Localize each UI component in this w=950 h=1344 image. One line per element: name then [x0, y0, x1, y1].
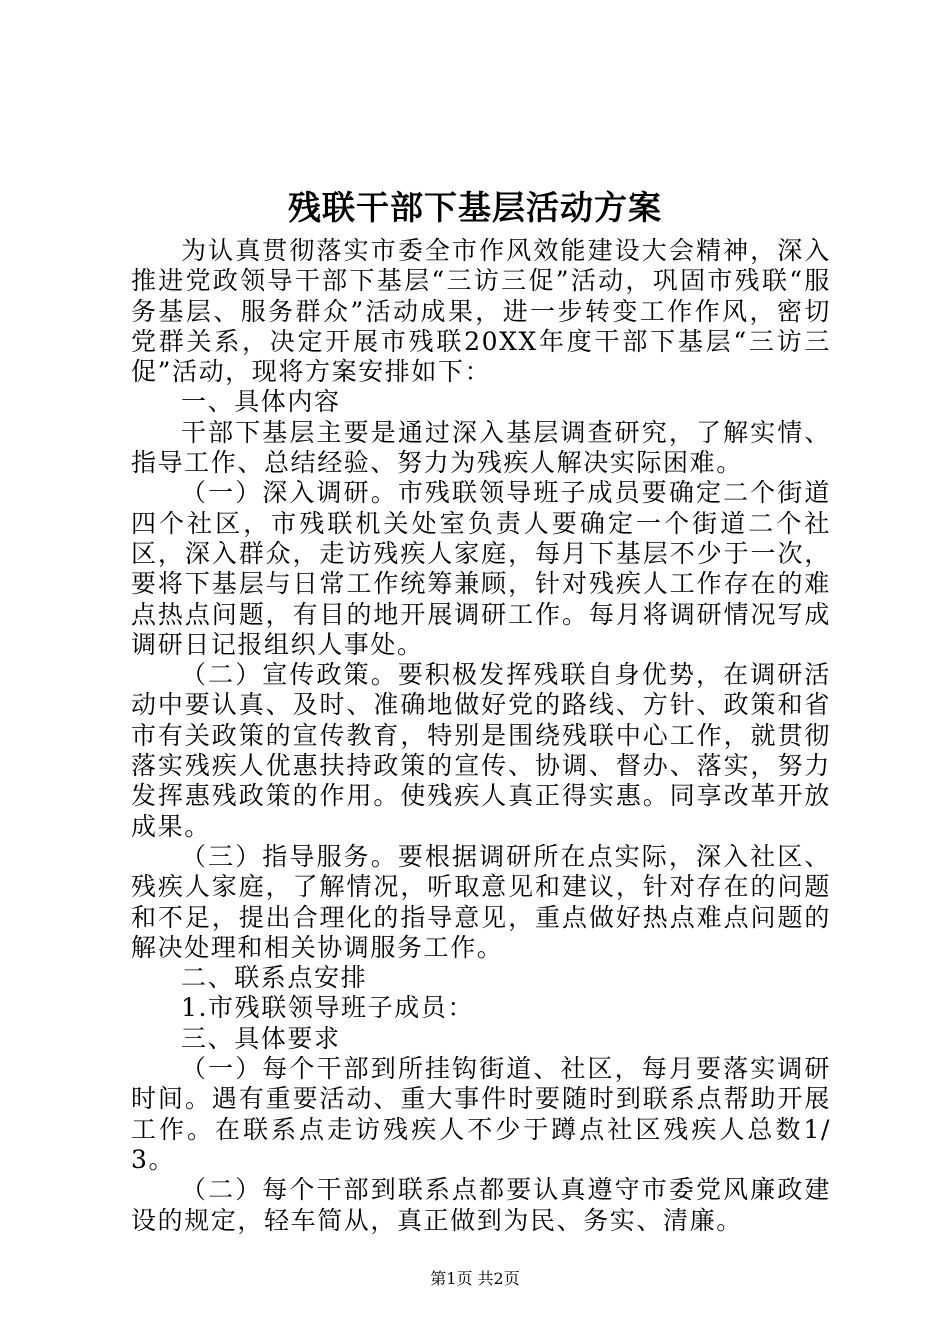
- item-research-paragraph: （一）深入调研。市残联领导班子成员要确定二个街道四个社区，市残联机关处室负责人要确定一个街道二个社区，深入群众，走访残疾人家庭，每月下基层不少于一次，要将下基层与日常工作统筹兼顾，针对残疾人工作存在的难点热点问题，有目的地开展调研工作。每月将调研情况写成调研日记报组织人事处。: [131, 478, 831, 659]
- requirement-two-paragraph: （二）每个干部到联系点都要认真遵守市委党风廉政建设的规定，轻车简从，真正做到为民、务实、清廉。: [131, 1175, 831, 1235]
- intro-paragraph: 为认真贯彻落实市委全市作风效能建设大会精神，深入推进党政领导干部下基层“三访三促”活动，巩固市残联“服务基层、服务群众”活动成果，进一步转变工作作风，密切党群关系，决定开展市残联20XX年度干部下基层“三访三促”活动，现将方案安排如下：: [131, 236, 831, 387]
- document-title: 残联干部下基层活动方案: [288, 188, 662, 227]
- document-body: [131, 236, 831, 1236]
- content-paragraph: 干部下基层主要是通过深入基层调查研究，了解实情、指导工作、总结经验、努力为残疾人解决实际困难。: [131, 417, 831, 478]
- section-heading-contact-points: 二、联系点安排: [181, 963, 368, 993]
- page-footer: 第1页 共2页: [430, 1269, 520, 1288]
- item-service-paragraph: （三）指导服务。要根据调研所在点实际，深入社区、残疾人家庭，了解情况，听取意见和建议，针对存在的问题和不足，提出合理化的指导意见，重点做好热点难点问题的解决处理和相关协调服务工作。: [131, 841, 831, 962]
- contact-point-item: 1.市残联领导班子成员：: [181, 993, 475, 1023]
- section-heading-requirements: 三、具体要求: [181, 1023, 341, 1053]
- section-heading-content: 一、具体内容: [181, 387, 341, 417]
- item-policy-paragraph: （二）宣传政策。要积极发挥残联自身优势，在调研活动中要认真、及时、准确地做好党的路线、方针、政策和省市有关政策的宣传教育，特别是围绕残联中心工作，就贯彻落实残疾人优惠扶持政策的宣传、协调、督办、落实，努力发挥惠残政策的作用。使残疾人真正得实惠。同享改革开放成果。: [131, 660, 831, 841]
- requirement-one-paragraph: （一）每个干部到所挂钩街道、社区，每月要落实调研时间。遇有重要活动、重大事件时要随时到联系点帮助开展工作。在联系点走访残疾人不少于蹲点社区残疾人总数1/3。: [131, 1054, 831, 1174]
